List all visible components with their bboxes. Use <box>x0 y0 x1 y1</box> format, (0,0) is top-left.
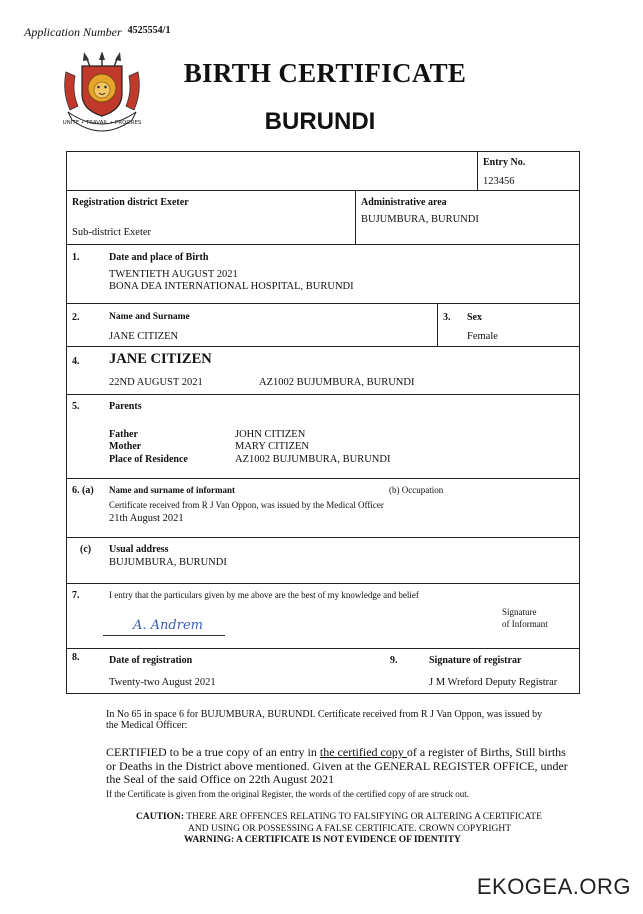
father-name: JOHN CITIZEN <box>235 429 306 440</box>
section-3-number: 3. <box>443 312 451 323</box>
date-of-registration-value: Twenty-two August 2021 <box>109 677 216 688</box>
section-6a-number: 6. (a) <box>72 485 94 496</box>
caution-block <box>106 812 586 847</box>
caution-line-1: THERE ARE OFFENCES RELATING TO FALSIFYING OR ALTERING A CERTIFICATE <box>186 812 542 822</box>
birth-place: BONA DEA INTERNATIONAL HOSPITAL, BURUNDI <box>109 281 354 292</box>
date-of-registration-label: Date of registration <box>109 655 193 666</box>
section-9-number: 9. <box>390 655 398 666</box>
warning-line: WARNING: A CERTIFICATE IS NOT EVIDENCE OF IDENTITY <box>184 835 461 845</box>
entry-number-value: 123456 <box>483 176 515 187</box>
signature-label-1: Signature <box>502 607 537 617</box>
signature-line <box>103 635 225 636</box>
birth-date: TWENTIETH AUGUST 2021 <box>109 269 238 280</box>
administrative-area-label: Administrative area <box>361 197 447 208</box>
sex-label: Sex <box>467 312 482 323</box>
parents-label: Parents <box>109 401 142 412</box>
application-number <box>24 25 171 40</box>
certified-statement <box>106 746 576 787</box>
certified-text-underlined: the certified copy <box>319 745 407 759</box>
registrar-signature-label: Signature of registrar <box>429 655 522 666</box>
administrative-area-value: BUJUMBURA, BURUNDI <box>361 214 479 225</box>
section-8-number: 8. <box>72 652 80 663</box>
signature-label-2: of Informant <box>502 619 548 629</box>
section-4-number: 4. <box>72 356 80 367</box>
certified-text-a: CERTIFIED to be a true copy of an entry in <box>106 745 320 759</box>
application-number-value: 4525554/1 <box>127 25 171 36</box>
country-name: BURUNDI <box>264 108 376 135</box>
declaration-text: I entry that the particulars given by me above are the best of my knowledge and belief <box>109 590 419 600</box>
birth-date-place-label: Date and place of Birth <box>109 252 209 263</box>
mother-label: Mother <box>109 441 142 452</box>
informant-label: Name and surname of informant <box>109 485 235 495</box>
occupation-label: (b) Occupation <box>389 485 444 495</box>
informant-signature: A. Andrem <box>133 618 203 633</box>
struck-out-note: If the Certificate is given from the original Register, the words of the certified copy of are struck out. <box>106 789 470 799</box>
caution-line-2: AND USING OR POSSESSING A FALSE CERTIFICATE. CROWN COPYRIGHT <box>188 823 512 834</box>
residence-label: Place of Residence <box>109 454 188 465</box>
registration-district-label: Registration district Exeter <box>72 197 189 208</box>
document-title: BIRTH CERTIFICATE <box>183 58 467 88</box>
name-surname-value: JANE CITIZEN <box>109 331 179 342</box>
father-label: Father <box>109 429 138 440</box>
informant-date: 21th August 2021 <box>109 513 184 524</box>
application-number-label: Application Number <box>24 25 122 39</box>
emblem-motto: UNITE • TRAVAIL • PROGRES <box>62 120 142 126</box>
mother-name: MARY CITIZEN <box>235 441 309 452</box>
child-name: JANE CITIZEN <box>109 351 212 367</box>
footer-note-line-2: the Medical Officer: <box>106 720 188 731</box>
registration-date-line: 22ND AUGUST 2021 <box>109 377 203 388</box>
section-6c-number: (c) <box>80 544 92 555</box>
registrar-name: J M Wreford Deputy Registrar <box>429 677 558 688</box>
section-2-number: 2. <box>72 312 80 323</box>
usual-address-value: BUJUMBURA, BURUNDI <box>109 557 227 568</box>
name-surname-label: Name and Surname <box>109 312 190 322</box>
certified-text-b: of a register of Births, Still births or Deaths in the District above mentioned. Given at the GENERAL REGISTER OFFICE, under the Seal of the said Office on 22th August 2021 <box>106 745 568 786</box>
section-1-number: 1. <box>72 252 80 263</box>
usual-address-label: Usual address <box>109 544 169 555</box>
sub-district: Sub-district Exeter <box>72 227 152 238</box>
section-7-number: 7. <box>72 590 80 601</box>
caution-label: CAUTION: <box>136 812 185 822</box>
certificate-table <box>66 151 580 694</box>
informant-text: Certificate received from R J Van Oppon, was issued by the Medical Officer <box>109 500 384 510</box>
section-5-number: 5. <box>72 401 80 412</box>
child-address: AZ1002 BUJUMBURA, BURUNDI <box>259 377 415 388</box>
site-watermark: EKOGEA.ORG <box>476 874 631 899</box>
sex-value: Female <box>467 331 498 342</box>
residence-value: AZ1002 BUJUMBURA, BURUNDI <box>235 454 391 465</box>
coat-of-arms-emblem <box>60 52 144 132</box>
footer-note-line-1: In No 65 in space 6 for BUJUMBURA, BURUNDI. Certificate received from R J Van Oppon, was issued by <box>106 709 543 720</box>
entry-number-label: Entry No. <box>483 157 526 168</box>
